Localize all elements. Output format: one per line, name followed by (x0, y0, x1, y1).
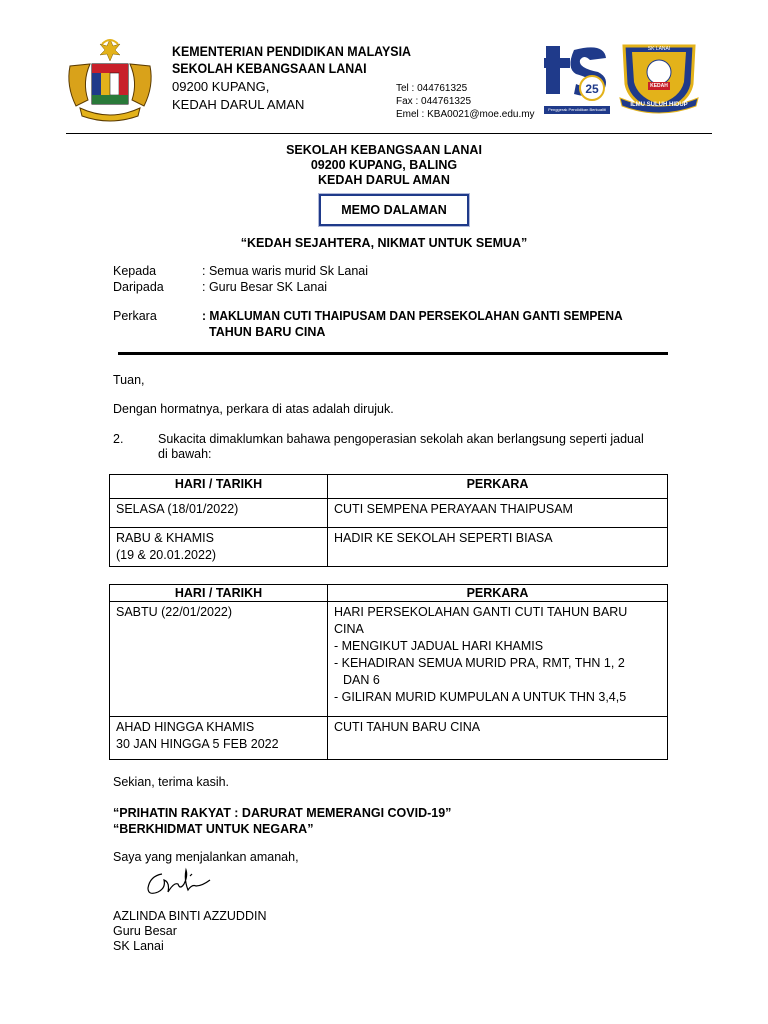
table-row (110, 602, 668, 717)
closing-thanks: Sekian, terima kasih. (113, 775, 230, 789)
table-cell: SABTU (22/01/2022) (116, 605, 233, 619)
ts25-caption: Penggerak Pendidikan Berkualiti (548, 107, 606, 112)
table-cell: SELASA (18/01/2022) (116, 502, 239, 516)
table-cell: (19 & 20.01.2022) (116, 548, 217, 562)
paragraph2-line2: di bawah: (158, 447, 212, 461)
table-cell: - KEHADIRAN SEMUA MURID PRA, RMT, THN 1, 2 (334, 656, 625, 670)
address-line1: SEKOLAH KEBANGSAAN LANAI (286, 143, 482, 157)
badge-state-text: KEDAH (650, 83, 668, 89)
memo-title: MEMO DALAMAN (341, 203, 447, 217)
table-row (110, 717, 668, 760)
table-cell: DAN 6 (343, 673, 380, 687)
tel-number: Tel : 044761325 (396, 83, 468, 94)
table-cell: AHAD HINGGA KHAMIS (116, 720, 255, 734)
signer-title: Guru Besar (113, 924, 177, 938)
daripada-value: : Guru Besar SK Lanai (202, 280, 328, 294)
kepada-value: : Semua waris murid Sk Lanai (202, 264, 369, 278)
table-cell: - MENGIKUT JADUAL HARI KHAMIS (334, 639, 544, 653)
table-cell: 30 JAN HINGGA 5 FEB 2022 (116, 737, 279, 751)
ts25-logo (544, 42, 610, 118)
intro-paragraph: Dengan hormatnya, perkara di atas adalah dirujuk. (113, 402, 394, 416)
ts25-number: 25 (585, 82, 599, 96)
table-row (110, 499, 668, 528)
kepada-label: Kepada (113, 264, 157, 278)
column-header-perkara: PERKARA (328, 585, 668, 602)
perkara-value-line1: : MAKLUMAN CUTI THAIPUSAM DAN PERSEKOLAHAN GANTI SEMPENA (202, 309, 623, 323)
table-cell: HADIR KE SEKOLAH SEPERTI BIASA (334, 531, 553, 545)
address-line2: 09200 KUPANG, BALING (310, 158, 458, 172)
table-cell: - GILIRAN MURID KUMPULAN A UNTUK THN 3,4,5 (334, 690, 627, 704)
subject-underline (118, 352, 668, 355)
table-cell: CINA (334, 622, 364, 636)
header-address-line1: 09200 KUPANG, (172, 79, 270, 94)
perkara-label: Perkara (113, 309, 157, 323)
motto-1: “PRIHATIN RAKYAT : DARURAT MEMERANGI COVID-19” (113, 806, 452, 820)
paragraph2-line1: Sukacita dimaklumkan bahawa pengoperasian sekolah akan berlangsung seperti jadual (158, 432, 644, 446)
column-header-date: HARI / TARIKH (110, 585, 328, 602)
column-header-perkara: PERKARA (328, 475, 668, 499)
table-cell: RABU & KHAMIS (116, 531, 214, 545)
address-line3: KEDAH DARUL AMAN (318, 173, 450, 187)
signer-name: AZLINDA BINTI AZZUDDIN (113, 909, 267, 923)
signer-school: SK Lanai (113, 939, 164, 953)
slogan: “KEDAH SEJAHTERA, NIKMAT UNTUK SEMUA” (240, 236, 528, 250)
schedule-table-2 (109, 584, 668, 760)
badge-top-text: SK LANAI (647, 46, 671, 52)
table-header-row (110, 585, 668, 602)
greeting: Tuan, (113, 373, 145, 387)
header-address-line2: KEDAH DARUL AMAN (172, 97, 305, 112)
table-cell: CUTI SEMPENA PERAYAAN THAIPUSAM (334, 502, 573, 516)
daripada-label: Daripada (113, 280, 164, 294)
fax-number: Fax : 044761325 (396, 96, 472, 107)
amanah-text: Saya yang menjalankan amanah, (113, 850, 299, 864)
table-header-row (110, 475, 668, 499)
column-header-date: HARI / TARIKH (110, 475, 328, 499)
schedule-table-1 (109, 474, 668, 567)
signature (140, 862, 220, 902)
motto-2: “BERKHIDMAT UNTUK NEGARA” (113, 822, 314, 836)
memo-title-box (319, 194, 469, 226)
school-name: SEKOLAH KEBANGSAAN LANAI (172, 61, 367, 76)
perkara-value-line2: TAHUN BARU CINA (209, 325, 326, 339)
ministry-name: KEMENTERIAN PENDIDIKAN MALAYSIA (172, 44, 411, 59)
table-cell: CUTI TAHUN BARU CINA (334, 720, 481, 734)
table-cell: HARI PERSEKOLAHAN GANTI CUTI TAHUN BARU (334, 605, 628, 619)
school-badge-logo (618, 40, 700, 116)
malaysia-coat-of-arms-logo (62, 36, 158, 122)
badge-ribbon-text: ILMU SULUH HIDUP (630, 102, 688, 108)
table-row (110, 528, 668, 567)
header-divider (66, 133, 712, 134)
email-address: Emel : KBA0021@moe.edu.my (396, 109, 535, 120)
paragraph-number: 2. (113, 432, 124, 446)
